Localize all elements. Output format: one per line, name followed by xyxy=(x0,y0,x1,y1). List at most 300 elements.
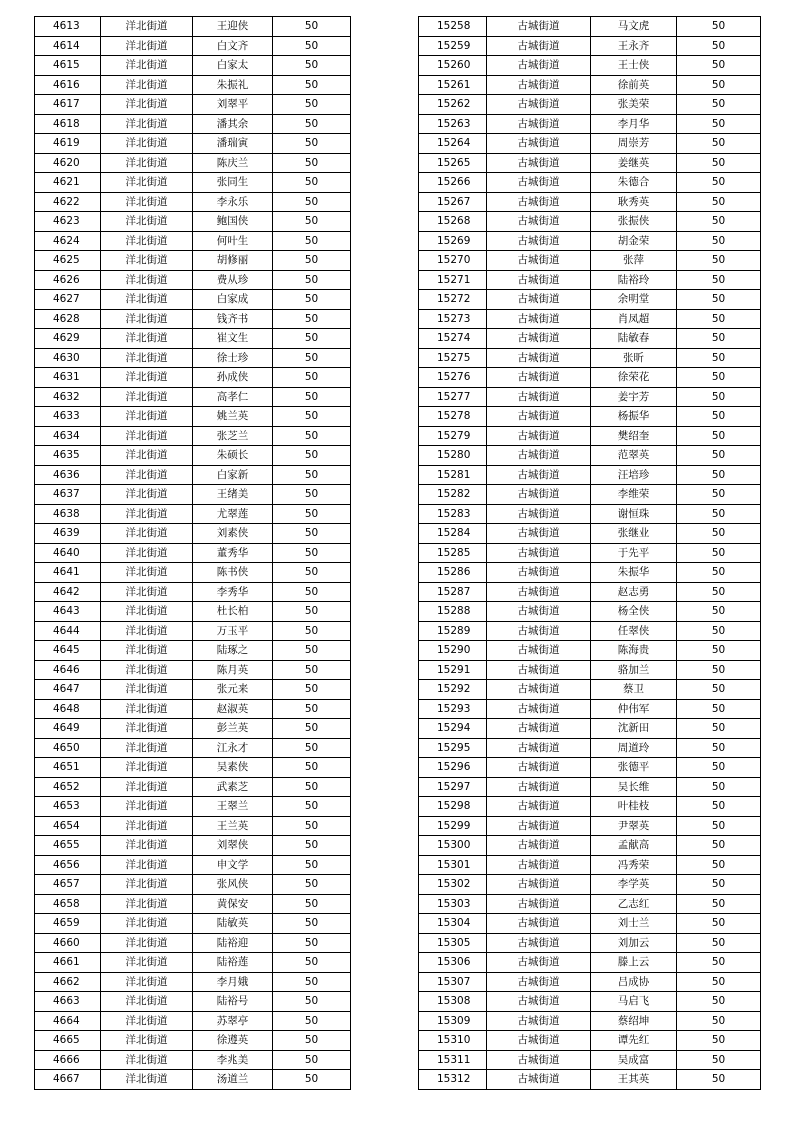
name-cell: 肖凤超 xyxy=(591,309,677,329)
street-cell: 古城街道 xyxy=(487,387,591,407)
record-id-cell: 15307 xyxy=(419,972,487,992)
amount-cell: 50 xyxy=(273,563,351,583)
name-cell: 张昕 xyxy=(591,348,677,368)
table-row xyxy=(35,36,351,56)
street-cell: 古城街道 xyxy=(487,56,591,76)
record-id-cell: 4646 xyxy=(35,660,101,680)
name-cell: 潘瑞寅 xyxy=(193,134,273,154)
street-cell: 古城街道 xyxy=(487,1050,591,1070)
table-row xyxy=(419,114,761,134)
name-cell: 张元来 xyxy=(193,680,273,700)
table-row xyxy=(419,680,761,700)
street-cell: 古城街道 xyxy=(487,660,591,680)
street-cell: 古城街道 xyxy=(487,797,591,817)
table-row xyxy=(35,680,351,700)
amount-cell: 50 xyxy=(273,329,351,349)
amount-cell: 50 xyxy=(273,75,351,95)
amount-cell: 50 xyxy=(273,660,351,680)
street-cell: 古城街道 xyxy=(487,446,591,466)
name-cell: 李兆美 xyxy=(193,1050,273,1070)
amount-cell: 50 xyxy=(677,953,761,973)
table-row xyxy=(35,563,351,583)
amount-cell: 50 xyxy=(273,387,351,407)
street-cell: 洋北街道 xyxy=(101,641,193,661)
table-row xyxy=(35,1070,351,1090)
name-cell: 姜宇芳 xyxy=(591,387,677,407)
street-cell: 古城街道 xyxy=(487,290,591,310)
table-row xyxy=(35,914,351,934)
record-id-cell: 4659 xyxy=(35,914,101,934)
table-row xyxy=(419,192,761,212)
name-cell: 范翠英 xyxy=(591,446,677,466)
table-row xyxy=(35,1011,351,1031)
record-id-cell: 15300 xyxy=(419,836,487,856)
table-row xyxy=(419,758,761,778)
amount-cell: 50 xyxy=(677,17,761,37)
record-id-cell: 15305 xyxy=(419,933,487,953)
table-row xyxy=(419,17,761,37)
record-id-cell: 15272 xyxy=(419,290,487,310)
name-cell: 王兰英 xyxy=(193,816,273,836)
street-cell: 洋北街道 xyxy=(101,95,193,115)
record-id-cell: 15303 xyxy=(419,894,487,914)
name-cell: 蔡卫 xyxy=(591,680,677,700)
street-cell: 洋北街道 xyxy=(101,972,193,992)
street-cell: 古城街道 xyxy=(487,251,591,271)
record-id-cell: 15293 xyxy=(419,699,487,719)
name-cell: 刘士兰 xyxy=(591,914,677,934)
name-cell: 仲伟军 xyxy=(591,699,677,719)
table-row xyxy=(35,465,351,485)
table-row xyxy=(35,699,351,719)
name-cell: 王翠兰 xyxy=(193,797,273,817)
record-id-cell: 4630 xyxy=(35,348,101,368)
street-cell: 古城街道 xyxy=(487,738,591,758)
table-row xyxy=(419,212,761,232)
amount-cell: 50 xyxy=(273,992,351,1012)
amount-cell: 50 xyxy=(677,641,761,661)
amount-cell: 50 xyxy=(273,465,351,485)
name-cell: 周道玲 xyxy=(591,738,677,758)
name-cell: 张风侠 xyxy=(193,875,273,895)
name-cell: 吕成协 xyxy=(591,972,677,992)
street-cell: 洋北街道 xyxy=(101,699,193,719)
record-id-cell: 4658 xyxy=(35,894,101,914)
amount-cell: 50 xyxy=(677,407,761,427)
amount-cell: 50 xyxy=(677,95,761,115)
table-row xyxy=(419,738,761,758)
name-cell: 徐士珍 xyxy=(193,348,273,368)
record-id-cell: 4667 xyxy=(35,1070,101,1090)
name-cell: 陈月英 xyxy=(193,660,273,680)
street-cell: 古城街道 xyxy=(487,95,591,115)
amount-cell: 50 xyxy=(677,875,761,895)
street-cell: 古城街道 xyxy=(487,524,591,544)
record-id-cell: 15265 xyxy=(419,153,487,173)
record-id-cell: 15287 xyxy=(419,582,487,602)
name-cell: 姜继英 xyxy=(591,153,677,173)
record-id-cell: 15289 xyxy=(419,621,487,641)
name-cell: 朱硕长 xyxy=(193,446,273,466)
street-cell: 洋北街道 xyxy=(101,446,193,466)
amount-cell: 50 xyxy=(273,836,351,856)
name-cell: 谢恒珠 xyxy=(591,504,677,524)
amount-cell: 50 xyxy=(273,641,351,661)
street-cell: 古城街道 xyxy=(487,953,591,973)
table-row xyxy=(35,1050,351,1070)
amount-cell: 50 xyxy=(273,1050,351,1070)
name-cell: 沈新田 xyxy=(591,719,677,739)
name-cell: 杨振华 xyxy=(591,407,677,427)
amount-cell: 50 xyxy=(273,1070,351,1090)
table-row xyxy=(35,641,351,661)
name-cell: 陆敏春 xyxy=(591,329,677,349)
name-cell: 尤翠莲 xyxy=(193,504,273,524)
street-cell: 古城街道 xyxy=(487,758,591,778)
record-id-cell: 4656 xyxy=(35,855,101,875)
table-row xyxy=(35,933,351,953)
street-cell: 洋北街道 xyxy=(101,524,193,544)
street-cell: 洋北街道 xyxy=(101,875,193,895)
amount-cell: 50 xyxy=(677,933,761,953)
street-cell: 洋北街道 xyxy=(101,602,193,622)
name-cell: 何叶生 xyxy=(193,231,273,251)
record-id-cell: 15311 xyxy=(419,1050,487,1070)
street-cell: 古城街道 xyxy=(487,212,591,232)
street-cell: 古城街道 xyxy=(487,309,591,329)
street-cell: 古城街道 xyxy=(487,1031,591,1051)
table-row xyxy=(419,75,761,95)
amount-cell: 50 xyxy=(273,231,351,251)
amount-cell: 50 xyxy=(677,348,761,368)
amount-cell: 50 xyxy=(273,446,351,466)
name-cell: 崔文生 xyxy=(193,329,273,349)
street-cell: 洋北街道 xyxy=(101,1031,193,1051)
amount-cell: 50 xyxy=(273,270,351,290)
street-cell: 古城街道 xyxy=(487,972,591,992)
street-cell: 洋北街道 xyxy=(101,797,193,817)
amount-cell: 50 xyxy=(677,192,761,212)
amount-cell: 50 xyxy=(273,173,351,193)
name-cell: 尹翠英 xyxy=(591,816,677,836)
table-row xyxy=(35,719,351,739)
name-cell: 吴成富 xyxy=(591,1050,677,1070)
amount-cell: 50 xyxy=(677,309,761,329)
name-cell: 徐遵英 xyxy=(193,1031,273,1051)
record-id-cell: 15278 xyxy=(419,407,487,427)
record-id-cell: 4638 xyxy=(35,504,101,524)
amount-cell: 50 xyxy=(677,699,761,719)
name-cell: 朱德合 xyxy=(591,173,677,193)
name-cell: 王其英 xyxy=(591,1070,677,1090)
record-id-cell: 4644 xyxy=(35,621,101,641)
table-row xyxy=(419,231,761,251)
amount-cell: 50 xyxy=(677,270,761,290)
street-cell: 古城街道 xyxy=(487,680,591,700)
name-cell: 冯秀荣 xyxy=(591,855,677,875)
record-id-cell: 15298 xyxy=(419,797,487,817)
name-cell: 潘其余 xyxy=(193,114,273,134)
street-cell: 洋北街道 xyxy=(101,1011,193,1031)
amount-cell: 50 xyxy=(677,563,761,583)
street-cell: 洋北街道 xyxy=(101,270,193,290)
name-cell: 李学英 xyxy=(591,875,677,895)
street-cell: 洋北街道 xyxy=(101,153,193,173)
amount-cell: 50 xyxy=(273,894,351,914)
table-row xyxy=(419,914,761,934)
amount-cell: 50 xyxy=(273,738,351,758)
table-row xyxy=(35,972,351,992)
table-row xyxy=(419,699,761,719)
record-id-cell: 15308 xyxy=(419,992,487,1012)
name-cell: 马启飞 xyxy=(591,992,677,1012)
amount-cell: 50 xyxy=(677,36,761,56)
amount-cell: 50 xyxy=(273,426,351,446)
name-cell: 赵淑英 xyxy=(193,699,273,719)
street-cell: 古城街道 xyxy=(487,114,591,134)
name-cell: 陆裕莲 xyxy=(193,953,273,973)
street-cell: 古城街道 xyxy=(487,914,591,934)
record-id-cell: 15277 xyxy=(419,387,487,407)
street-cell: 古城街道 xyxy=(487,641,591,661)
record-id-cell: 4665 xyxy=(35,1031,101,1051)
record-id-cell: 15310 xyxy=(419,1031,487,1051)
record-id-cell: 4661 xyxy=(35,953,101,973)
street-cell: 古城街道 xyxy=(487,1011,591,1031)
amount-cell: 50 xyxy=(677,329,761,349)
name-cell: 刘翠侠 xyxy=(193,836,273,856)
name-cell: 刘加云 xyxy=(591,933,677,953)
table-row xyxy=(419,933,761,953)
street-cell: 洋北街道 xyxy=(101,836,193,856)
table-row xyxy=(35,816,351,836)
name-cell: 李月娥 xyxy=(193,972,273,992)
record-id-cell: 15290 xyxy=(419,641,487,661)
amount-cell: 50 xyxy=(273,797,351,817)
amount-cell: 50 xyxy=(677,251,761,271)
amount-cell: 50 xyxy=(273,875,351,895)
street-cell: 古城街道 xyxy=(487,75,591,95)
name-cell: 张德平 xyxy=(591,758,677,778)
amount-cell: 50 xyxy=(677,680,761,700)
table-row xyxy=(35,251,351,271)
street-cell: 洋北街道 xyxy=(101,504,193,524)
table-row xyxy=(35,953,351,973)
record-id-cell: 4642 xyxy=(35,582,101,602)
left-table-body xyxy=(35,17,351,1090)
record-id-cell: 4641 xyxy=(35,563,101,583)
amount-cell: 50 xyxy=(677,992,761,1012)
name-cell: 陆裕迎 xyxy=(193,933,273,953)
table-row xyxy=(419,777,761,797)
name-cell: 王士侠 xyxy=(591,56,677,76)
street-cell: 洋北街道 xyxy=(101,660,193,680)
amount-cell: 50 xyxy=(273,114,351,134)
street-cell: 古城街道 xyxy=(487,153,591,173)
record-id-cell: 15297 xyxy=(419,777,487,797)
name-cell: 张同生 xyxy=(193,173,273,193)
name-cell: 李月华 xyxy=(591,114,677,134)
record-id-cell: 4627 xyxy=(35,290,101,310)
table-row xyxy=(35,758,351,778)
name-cell: 余明堂 xyxy=(591,290,677,310)
street-cell: 洋北街道 xyxy=(101,36,193,56)
table-row xyxy=(35,134,351,154)
amount-cell: 50 xyxy=(677,602,761,622)
amount-cell: 50 xyxy=(273,953,351,973)
name-cell: 李维荣 xyxy=(591,485,677,505)
street-cell: 古城街道 xyxy=(487,36,591,56)
table-row xyxy=(35,348,351,368)
table-row xyxy=(419,972,761,992)
amount-cell: 50 xyxy=(273,914,351,934)
amount-cell: 50 xyxy=(677,972,761,992)
amount-cell: 50 xyxy=(273,972,351,992)
name-cell: 陆裕玲 xyxy=(591,270,677,290)
amount-cell: 50 xyxy=(273,602,351,622)
table-row xyxy=(419,641,761,661)
amount-cell: 50 xyxy=(677,368,761,388)
amount-cell: 50 xyxy=(677,426,761,446)
record-id-cell: 4650 xyxy=(35,738,101,758)
amount-cell: 50 xyxy=(677,758,761,778)
name-cell: 白家太 xyxy=(193,56,273,76)
amount-cell: 50 xyxy=(677,582,761,602)
amount-cell: 50 xyxy=(677,777,761,797)
name-cell: 刘翠平 xyxy=(193,95,273,115)
name-cell: 吴长维 xyxy=(591,777,677,797)
amount-cell: 50 xyxy=(677,836,761,856)
street-cell: 洋北街道 xyxy=(101,855,193,875)
table-row xyxy=(35,56,351,76)
table-row xyxy=(35,855,351,875)
table-row xyxy=(35,290,351,310)
record-id-cell: 4663 xyxy=(35,992,101,1012)
record-id-cell: 15286 xyxy=(419,563,487,583)
record-id-cell: 4624 xyxy=(35,231,101,251)
record-id-cell: 4637 xyxy=(35,485,101,505)
record-id-cell: 4619 xyxy=(35,134,101,154)
amount-cell: 50 xyxy=(273,407,351,427)
record-id-cell: 15258 xyxy=(419,17,487,37)
amount-cell: 50 xyxy=(273,582,351,602)
amount-cell: 50 xyxy=(273,309,351,329)
table-row xyxy=(419,270,761,290)
table-row xyxy=(35,368,351,388)
amount-cell: 50 xyxy=(677,173,761,193)
street-cell: 洋北街道 xyxy=(101,1050,193,1070)
name-cell: 马文虎 xyxy=(591,17,677,37)
amount-cell: 50 xyxy=(677,524,761,544)
record-id-cell: 15295 xyxy=(419,738,487,758)
street-cell: 洋北街道 xyxy=(101,465,193,485)
street-cell: 洋北街道 xyxy=(101,368,193,388)
record-id-cell: 15285 xyxy=(419,543,487,563)
left-table xyxy=(34,16,351,1090)
street-cell: 洋北街道 xyxy=(101,329,193,349)
name-cell: 汤道兰 xyxy=(193,1070,273,1090)
record-id-cell: 4651 xyxy=(35,758,101,778)
table-row xyxy=(419,719,761,739)
street-cell: 洋北街道 xyxy=(101,251,193,271)
record-id-cell: 4626 xyxy=(35,270,101,290)
record-id-cell: 4616 xyxy=(35,75,101,95)
amount-cell: 50 xyxy=(677,894,761,914)
name-cell: 胡金荣 xyxy=(591,231,677,251)
amount-cell: 50 xyxy=(677,660,761,680)
amount-cell: 50 xyxy=(273,933,351,953)
name-cell: 陆琢之 xyxy=(193,641,273,661)
name-cell: 王绪美 xyxy=(193,485,273,505)
record-id-cell: 4645 xyxy=(35,641,101,661)
street-cell: 洋北街道 xyxy=(101,56,193,76)
record-id-cell: 4622 xyxy=(35,192,101,212)
record-id-cell: 15288 xyxy=(419,602,487,622)
name-cell: 滕上云 xyxy=(591,953,677,973)
name-cell: 骆加兰 xyxy=(591,660,677,680)
table-row xyxy=(419,446,761,466)
record-id-cell: 4657 xyxy=(35,875,101,895)
record-id-cell: 4647 xyxy=(35,680,101,700)
record-id-cell: 15279 xyxy=(419,426,487,446)
table-row xyxy=(35,114,351,134)
street-cell: 古城街道 xyxy=(487,933,591,953)
record-id-cell: 4615 xyxy=(35,56,101,76)
record-id-cell: 4621 xyxy=(35,173,101,193)
street-cell: 古城街道 xyxy=(487,602,591,622)
street-cell: 洋北街道 xyxy=(101,933,193,953)
record-id-cell: 4639 xyxy=(35,524,101,544)
amount-cell: 50 xyxy=(677,1011,761,1031)
table-row xyxy=(419,504,761,524)
record-id-cell: 4640 xyxy=(35,543,101,563)
name-cell: 蔡绍坤 xyxy=(591,1011,677,1031)
table-row xyxy=(419,368,761,388)
name-cell: 徐荣花 xyxy=(591,368,677,388)
table-row xyxy=(419,290,761,310)
table-row xyxy=(419,465,761,485)
amount-cell: 50 xyxy=(677,1031,761,1051)
amount-cell: 50 xyxy=(273,134,351,154)
amount-cell: 50 xyxy=(677,485,761,505)
record-id-cell: 15266 xyxy=(419,173,487,193)
table-row xyxy=(419,153,761,173)
table-row xyxy=(419,426,761,446)
amount-cell: 50 xyxy=(677,153,761,173)
amount-cell: 50 xyxy=(273,719,351,739)
table-row xyxy=(35,426,351,446)
street-cell: 洋北街道 xyxy=(101,680,193,700)
name-cell: 张美荣 xyxy=(591,95,677,115)
amount-cell: 50 xyxy=(273,17,351,37)
street-cell: 洋北街道 xyxy=(101,543,193,563)
street-cell: 古城街道 xyxy=(487,192,591,212)
amount-cell: 50 xyxy=(677,543,761,563)
record-id-cell: 4662 xyxy=(35,972,101,992)
table-row xyxy=(419,1031,761,1051)
amount-cell: 50 xyxy=(677,465,761,485)
record-id-cell: 15296 xyxy=(419,758,487,778)
name-cell: 杨全侠 xyxy=(591,602,677,622)
table-row xyxy=(35,446,351,466)
record-id-cell: 4634 xyxy=(35,426,101,446)
name-cell: 周崇芳 xyxy=(591,134,677,154)
table-row xyxy=(419,56,761,76)
name-cell: 高孝仁 xyxy=(193,387,273,407)
table-row xyxy=(419,953,761,973)
amount-cell: 50 xyxy=(273,1011,351,1031)
record-id-cell: 15283 xyxy=(419,504,487,524)
